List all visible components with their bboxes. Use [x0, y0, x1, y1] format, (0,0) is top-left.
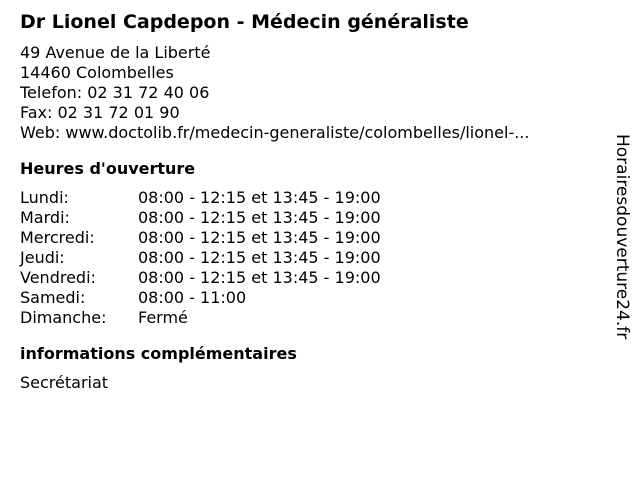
opening-hours-heading: Heures d'ouverture: [20, 159, 196, 178]
hours-row-samedi: [20, 288, 600, 308]
hours-day: Samedi:: [20, 288, 86, 307]
hours-row-vendredi: [20, 268, 600, 288]
fax-number: Fax: 02 31 72 01 90: [20, 103, 180, 122]
hours-time: 08:00 - 11:00: [138, 288, 247, 307]
hours-day: Jeudi:: [20, 248, 65, 267]
hours-day: Lundi:: [20, 188, 69, 207]
page-title: Dr Lionel Capdepon - Médecin généraliste: [20, 11, 469, 33]
hours-day: Vendredi:: [20, 268, 96, 287]
hours-row-jeudi: [20, 248, 600, 268]
hours-time: 08:00 - 12:15 et 13:45 - 19:00: [138, 208, 381, 227]
additional-info-text: Secrétariat: [20, 373, 109, 392]
hours-row-dimanche: [20, 308, 600, 328]
hours-day: Mardi:: [20, 208, 70, 227]
practice-card: [20, 10, 600, 393]
hours-row-mercredi: [20, 228, 600, 248]
hours-time: Fermé: [138, 308, 188, 327]
additional-info-heading: informations complémentaires: [20, 344, 297, 363]
site-brand-label: Horairesdouverture24.fr: [612, 134, 632, 340]
hours-day: Mercredi:: [20, 228, 95, 247]
phone-number: Telefon: 02 31 72 40 06: [20, 83, 210, 102]
opening-hours-list: [20, 188, 600, 328]
hours-row-lundi: [20, 188, 600, 208]
hours-time: 08:00 - 12:15 et 13:45 - 19:00: [138, 228, 381, 247]
hours-time: 08:00 - 12:15 et 13:45 - 19:00: [138, 268, 381, 287]
website-link[interactable]: Web: www.doctolib.fr/medecin-generaliste/colombelles/lionel-...: [20, 123, 530, 142]
hours-day: Dimanche:: [20, 308, 107, 327]
address-street: 49 Avenue de la Liberté: [20, 43, 211, 62]
hours-time: 08:00 - 12:15 et 13:45 - 19:00: [138, 188, 381, 207]
hours-time: 08:00 - 12:15 et 13:45 - 19:00: [138, 248, 381, 267]
address-city: 14460 Colombelles: [20, 63, 174, 82]
hours-row-mardi: [20, 208, 600, 228]
